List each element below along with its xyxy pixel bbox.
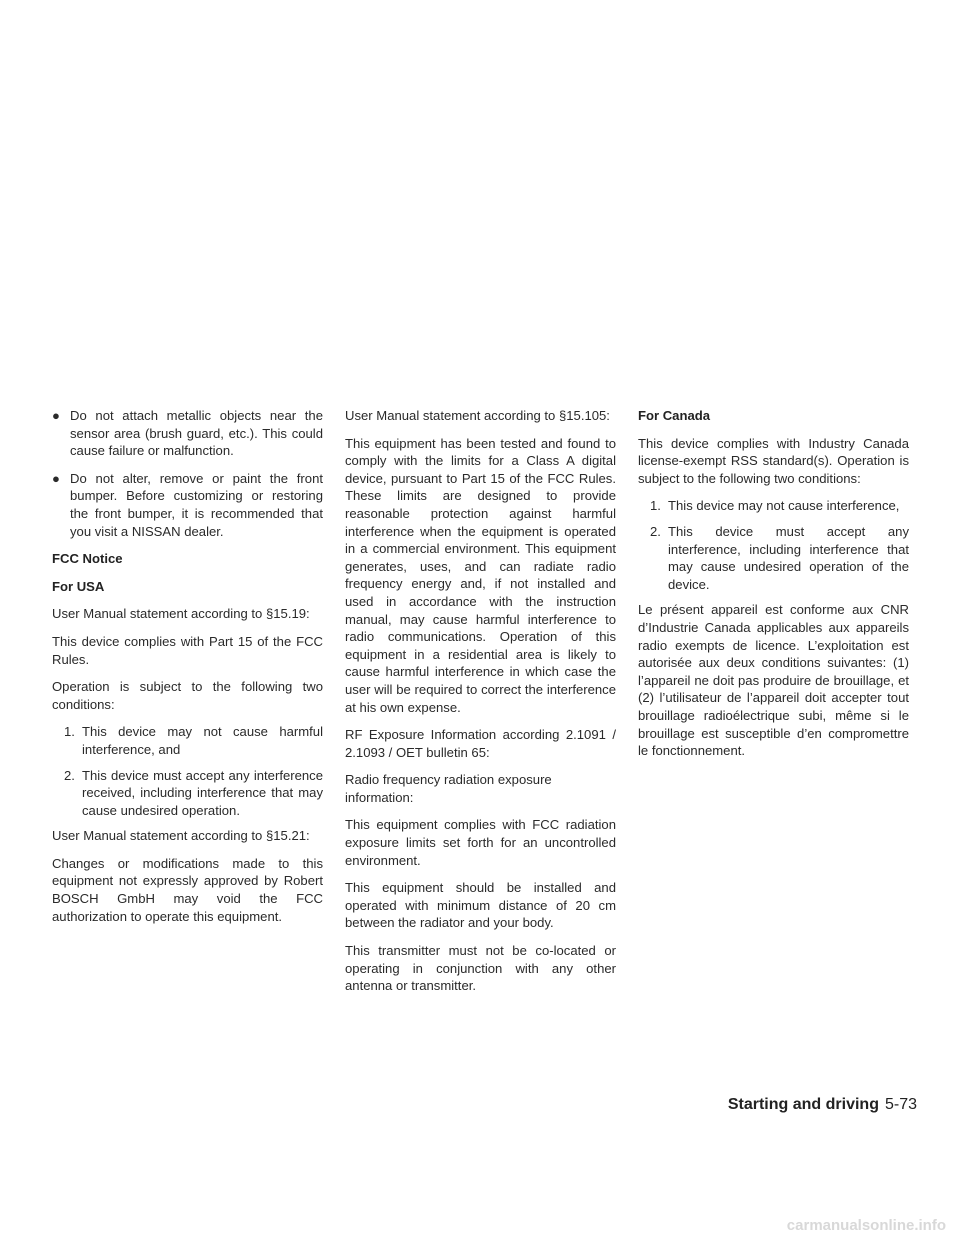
paragraph-statement-1521: User Manual statement according to §15.21: [52,828,310,844]
watermark: carmanualsonline.info [786,1217,946,1234]
paragraph-complies: This device complies with Part 15 of the FCC Rules. [52,633,323,667]
paragraph-statement-15105: User Manual statement according to §15.105: [345,408,610,423]
list-number: 2. [650,523,661,539]
paragraph-statement-1519: User Manual statement according to §15.19: [52,606,310,622]
column-left [52,407,323,935]
list-number: 1. [650,498,661,514]
paragraph-complies-radiation: This equipment complies with FCC radiation exposure limits set forth for an uncontrolled environment. [345,817,616,868]
paragraph-changes: Changes or modifications made to this equipment not expressly approved by Robert BOSCH GmbH may void the FCC authorization to operate this equipment. [52,855,323,924]
list-text: This device may not cause interference, [668,498,900,514]
paragraph-tested: This equipment has been tested and found to comply with the limits for a Class A digital device, pursuant to Part 15 of the FCC Rules. These limits are designed to provide reasonable protection against harmful interference when the equipment is operated in a commercial environment. This equipment generates, uses, and can radiate radio frequency energy and, if not installed and used in accordance with the instruction manual, may cause harmful interference to radio communications. Operation of this equipment in a residential area is likely to cause harmful interference in which case the user will be required to correct the interference at his own expense. [345,435,616,715]
list-text: This device must accept any interference, including interference that may cause undesired operation of the device. [668,523,909,592]
paragraph-operation: Operation is subject to the following two conditions: [52,679,323,712]
section-title: Starting and driving [727,1096,879,1113]
list-item [638,523,909,593]
list-text: This device must accept any interference received, including interference that may cause undesired operation. [82,767,323,818]
heading-for-usa: For USA [52,578,105,594]
paragraph-industry-canada: This device complies with Industry Canada license-exempt RSS standard(s). Operation is subject to the following two conditions: [638,435,909,486]
bullet-text: Do not attach metallic objects near the sensor area (brush guard, etc.). This could cause failure or malfunction. [70,408,323,459]
paragraph-french: Le présent appareil est conforme aux CNR d’Industrie Canada applicables aux appareils radio exempts de licence. L’exploitation est autorisée aux deux conditions suivantes: (1) l’appareil ne doit pas produire de brouillage, et (2) l’utilisateur de l’appareil doit accepter tout brouillage radioélectrique subi, même si le brouillage est susceptible d’en compromettre le fonctionnement. [638,602,909,759]
list-item [52,767,323,820]
heading-fcc-notice: FCC Notice [52,551,123,567]
bullet-item [52,470,323,540]
list-item [52,723,323,758]
column-right [638,407,909,770]
column-middle [345,407,616,1005]
paragraph-installed: This equipment should be installed and operated with minimum distance of 20 cm between the radiator and your body. [345,880,616,931]
bullet-item [52,407,323,460]
bullet-text: Do not alter, remove or paint the front bumper. Before customizing or restoring the front bumper, it is recommended that you visit a NISSAN dealer. [70,470,323,539]
page-number: 5-73 [884,1096,917,1113]
paragraph-radio-frequency: Radio frequency radiation exposure information: [345,772,552,805]
heading-for-canada: For Canada [638,408,711,423]
list-item [638,497,909,515]
list-number: 1. [64,724,75,740]
bullet-icon: ● [52,408,60,423]
paragraph-transmitter: This transmitter must not be co-located or operating in conjunction with any other antenna or transmitter. [345,943,616,994]
paragraph-rf-info: RF Exposure Information according 2.1091 / 2.1093 / OET bulletin 65: [345,727,616,760]
page-footer [728,1096,917,1114]
list-text: This device may not cause harmful interference, and [82,724,323,757]
list-number: 2. [64,767,75,783]
bullet-icon: ● [52,470,60,486]
